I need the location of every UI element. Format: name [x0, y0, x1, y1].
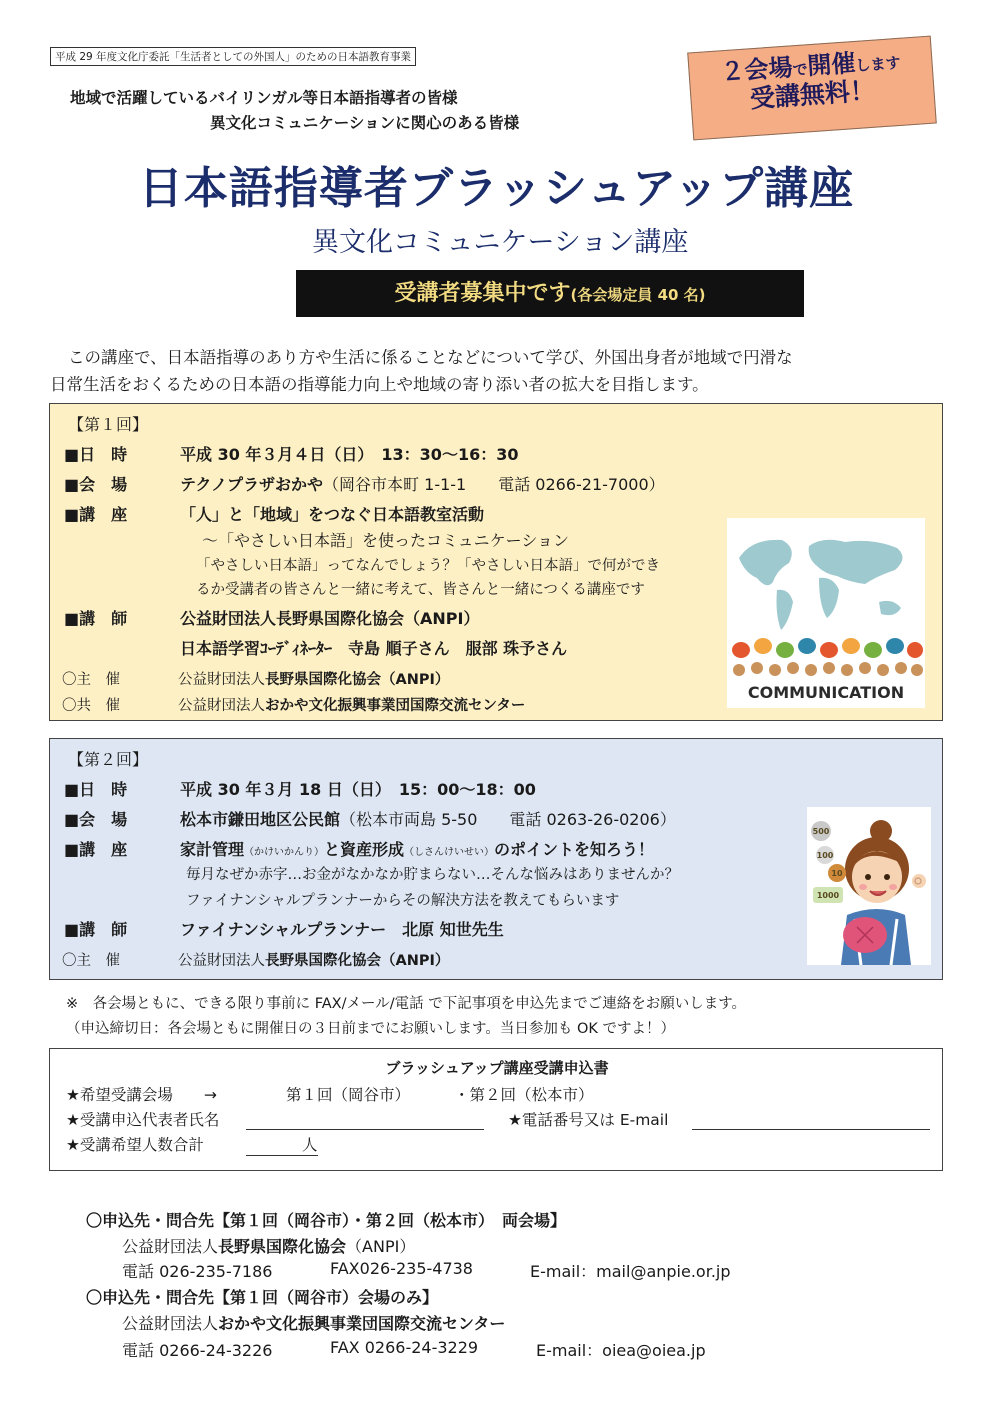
badge-free: 受講無料！	[749, 75, 876, 113]
intro-text	[50, 344, 960, 398]
s1-course-title: 「人」と「地域」をつなぐ日本語教室活動	[180, 505, 485, 524]
badge-kaisai: 開催	[806, 48, 857, 81]
s1-host-prefix: 公益財団法人	[178, 672, 265, 688]
contact-2-name: おかや文化振興事業団国際交流センター	[218, 1314, 506, 1333]
intro-line-2: 日常生活をおくるための日本語の指導能力向上や地域の寄り添い者の拡大を目指します。	[50, 375, 709, 394]
s2-course-ruby-2: （しさんけいせい）	[404, 847, 495, 858]
notice-line-2: （申込締切日：各会場ともに開催日の３日前までにお願いします。当日参加も OK ですよ！）	[66, 1021, 675, 1037]
form-count-label: ★受講希望人数合計	[66, 1136, 204, 1154]
form-name-field[interactable]	[246, 1129, 484, 1130]
s2-course-desc-2: ファイナンシャルプランナーからその解決方法を教えてもらいます	[186, 893, 620, 909]
s1-course-sub: ～「やさしい日本語」を使ったコミュニケーション	[202, 531, 570, 550]
badge-de: で	[792, 60, 809, 80]
form-count-field[interactable]	[246, 1155, 318, 1156]
s1-venue-name: テクノプラザおかや	[180, 475, 324, 494]
s2-date-label: ■日 時	[64, 780, 128, 799]
badge-venues: ２会場	[719, 53, 794, 87]
intro-line-1: この講座で、日本語指導のあり方や生活に係ることなどについて学び、外国出身者が地域で円滑な	[68, 348, 793, 367]
s2-course-t3: のポイントを知ろう！	[494, 840, 655, 859]
s2-course-desc-1: 毎月なぜか赤字…お金がなかなか貯まらない…そんな悩みはありませんか？	[186, 867, 679, 883]
form-name-label: ★受講申込代表者氏名	[66, 1111, 220, 1129]
s1-date-value: 平成 30 年３月４日（日） 13：30～16：30	[180, 445, 519, 464]
woman-coins-icon	[807, 807, 931, 965]
s1-course-label: ■講 座	[64, 505, 128, 524]
s1-venue-detail: （岡谷市本町 1-1-1 電話 0266-21-7000）	[323, 475, 665, 494]
notice-line-1: ※ 各会場ともに、できる限り事前に FAX/メール/電話 で下記事項を申込先までご連絡をお願いします。	[66, 996, 747, 1012]
page-subtitle: 異文化コミュニケーション講座	[312, 227, 689, 258]
contact-2-tel: 電話 0266-24-3226	[122, 1341, 273, 1360]
world-map-icon	[727, 518, 925, 708]
communication-word: COMMUNICATION	[747, 683, 905, 702]
contact-2-email[interactable]: E-mail：oiea@oiea.jp	[536, 1341, 706, 1360]
contact-1-fax: FAX026-235-4738	[330, 1259, 473, 1278]
contact-2-prefix: 公益財団法人	[122, 1314, 219, 1333]
free-badge	[687, 36, 937, 141]
audience-line-1: 地域で活躍しているバイリンガル等日本語指導者の皆様	[70, 89, 458, 107]
recruit-banner	[296, 270, 804, 317]
form-contact-label: ★電話番号又は E-mail	[508, 1111, 669, 1129]
s2-lecturer-value: ファイナンシャルプランナー 北原 知世先生	[180, 920, 504, 939]
s1-date-label: ■日 時	[64, 445, 128, 464]
s2-venue-name: 松本市鎌田地区公民館	[180, 810, 341, 829]
s1-lecturer-names: 日本語学習ｺｰﾃﾞｨﾈｰﾀｰ 寺島 順子さん 服部 珠予さん	[180, 639, 568, 658]
s1-cohost-label: 〇共 催	[62, 698, 120, 714]
application-form	[49, 1048, 943, 1171]
page-title: 日本語指導者ブラッシュアップ講座	[138, 163, 855, 214]
session-1-box	[49, 403, 943, 721]
audience-line-2: 異文化コミュニケーションに関心のある皆様	[210, 114, 520, 132]
contact-1-tel: 電話 026-235-7186	[122, 1262, 273, 1281]
contact-2-fax: FAX 0266-24-3229	[330, 1338, 479, 1357]
form-title: ブラッシュアップ講座受講申込書	[385, 1059, 609, 1077]
communication-illustration	[727, 518, 925, 708]
coin-500: 500	[812, 827, 830, 836]
s2-host-name: 長野県国際化協会（ANPI）	[265, 953, 450, 969]
bill-1000: 1000	[816, 891, 840, 900]
contact-1-email[interactable]: E-mail：mail@anpie.or.jp	[530, 1262, 731, 1281]
contact-2-heading: 〇申込先・問合先【第１回（岡谷市）会場のみ】	[86, 1288, 439, 1307]
s2-host-prefix: 公益財団法人	[178, 953, 265, 969]
s2-date-value: 平成 30 年３月 18 日（日） 15：00～18：00	[180, 780, 536, 799]
s2-course-ruby-1: （かけいかんり）	[244, 847, 325, 858]
contact-1-prefix: 公益財団法人	[122, 1237, 219, 1256]
money-illustration	[807, 807, 931, 965]
contact-1-name: 長野県国際化協会	[218, 1237, 347, 1256]
form-venue-option-1[interactable]: 第１回（岡谷市）	[286, 1086, 411, 1104]
form-contact-field[interactable]	[692, 1129, 930, 1130]
session-1-heading: 【第１回】	[68, 415, 149, 434]
s1-cohost-name: おかや文化振興事業団国際交流センター	[265, 698, 526, 714]
s1-host-label: 〇主 催	[62, 672, 120, 688]
coin-100: 100	[816, 851, 834, 860]
s1-venue-label: ■会 場	[64, 475, 128, 494]
session-2-heading: 【第２回】	[68, 750, 149, 769]
s2-venue-detail: （松本市両島 5-50 電話 0263-26-0206）	[340, 810, 676, 829]
s2-lecturer-label: ■講 師	[64, 920, 128, 939]
s1-course-desc-1: 「やさしい日本語」ってなんでしょう？「やさしい日本語」で何ができ	[196, 558, 660, 574]
coin-10: 10	[831, 869, 843, 878]
s2-course-t2: と資産形成	[324, 840, 405, 859]
form-venue-option-2[interactable]: ・第２回（松本市）	[454, 1086, 594, 1104]
s1-lecturer-org: 公益財団法人長野県国際化協会（ANPI）	[180, 609, 480, 628]
top-note: 平成 29 年度文化庁委託「生活者としての外国人」のための日本語教育事業	[50, 47, 416, 66]
s1-lecturer-label: ■講 師	[64, 609, 128, 628]
banner-capacity: (各会場定員 40 名)	[570, 286, 706, 304]
session-2-box	[49, 738, 943, 980]
s1-host-name: 長野県国際化協会（ANPI）	[265, 672, 450, 688]
banner-main: 受講者募集中です	[394, 281, 571, 306]
application-notice	[66, 992, 746, 1042]
s2-host-label: 〇主 催	[62, 953, 120, 969]
contact-1-suffix: （ANPI）	[346, 1237, 416, 1256]
badge-shimasu: します	[854, 53, 902, 75]
s1-course-desc-2: るか受講者の皆さんと一緒に考えて、皆さんと一緒につくる講座です	[196, 582, 645, 598]
s1-cohost-prefix: 公益財団法人	[178, 698, 265, 714]
form-venue-label: ★希望受講会場 →	[66, 1086, 217, 1104]
form-count-unit: 人	[302, 1136, 318, 1154]
s2-venue-label: ■会 場	[64, 810, 128, 829]
contact-1-heading: 〇申込先・問合先【第１回（岡谷市）・第２回（松本市） 両会場】	[86, 1211, 567, 1230]
s2-course-t1: 家計管理	[180, 840, 245, 859]
s2-course-label: ■講 座	[64, 840, 128, 859]
